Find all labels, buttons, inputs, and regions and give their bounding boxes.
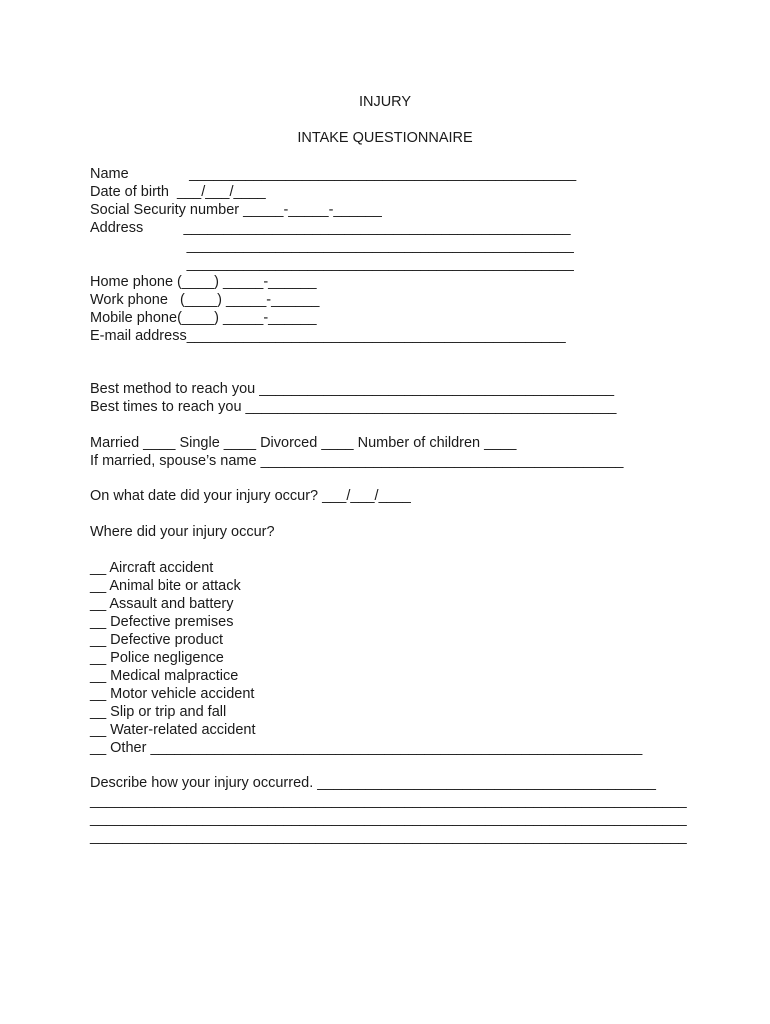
injury-description-line[interactable]: __________________________________________________________________________ bbox=[90, 811, 687, 827]
work-phone-field[interactable]: Work phone (____) _____-______ bbox=[90, 292, 320, 308]
injury-description-line[interactable]: __________________________________________________________________________ bbox=[90, 793, 687, 809]
document-title: INJURY bbox=[358, 94, 412, 110]
address-line-3-field[interactable]: ________________________________________________ bbox=[90, 256, 574, 272]
injury-option-defective-premises[interactable]: __ Defective premises bbox=[90, 614, 234, 630]
injury-option-aircraft[interactable]: __ Aircraft accident bbox=[90, 560, 214, 576]
email-field[interactable]: E-mail address_______________________________________________ bbox=[90, 328, 566, 344]
marital-status-field[interactable]: Married ____ Single ____ Divorced ____ Number of children ____ bbox=[90, 435, 517, 451]
name-field[interactable]: Name ________________________________________________ bbox=[90, 166, 577, 182]
injury-option-other[interactable]: __ Other _____________________________________________________________ bbox=[90, 740, 643, 756]
best-times-field[interactable]: Best times to reach you ______________________________________________ bbox=[90, 399, 617, 415]
document-subtitle: INTAKE QUESTIONNAIRE bbox=[297, 130, 473, 146]
injury-option-defective-product[interactable]: __ Defective product bbox=[90, 632, 223, 648]
injury-date-field[interactable]: On what date did your injury occur? ___/___/____ bbox=[90, 488, 411, 504]
address-field[interactable]: Address ________________________________________________ bbox=[90, 220, 571, 236]
injury-option-motor-vehicle[interactable]: __ Motor vehicle accident bbox=[90, 686, 255, 702]
injury-option-police-negligence[interactable]: __ Police negligence bbox=[90, 650, 224, 666]
spouse-name-field[interactable]: If married, spouse’s name _____________________________________________ bbox=[90, 453, 624, 469]
injury-option-medical-malpractice[interactable]: __ Medical malpractice bbox=[90, 668, 239, 684]
injury-option-slip-fall[interactable]: __ Slip or trip and fall bbox=[90, 704, 227, 720]
address-line-2-field[interactable]: ________________________________________________ bbox=[90, 238, 574, 254]
date-of-birth-field[interactable]: Date of birth ___/___/____ bbox=[90, 184, 266, 200]
injury-option-assault[interactable]: __ Assault and battery bbox=[90, 596, 234, 612]
injury-location-question: Where did your injury occur? bbox=[90, 524, 275, 540]
home-phone-field[interactable]: Home phone (____) _____-______ bbox=[90, 274, 317, 290]
mobile-phone-field[interactable]: Mobile phone(____) _____-______ bbox=[90, 310, 317, 326]
best-method-field[interactable]: Best method to reach you ____________________________________________ bbox=[90, 381, 615, 397]
injury-option-water-related[interactable]: __ Water-related accident bbox=[90, 722, 256, 738]
ssn-field[interactable]: Social Security number _____-_____-______ bbox=[90, 202, 382, 218]
injury-description-field[interactable]: Describe how your injury occurred. __________________________________________ bbox=[90, 775, 656, 791]
injury-option-animal-bite[interactable]: __ Animal bite or attack bbox=[90, 578, 241, 594]
injury-description-line[interactable]: __________________________________________________________________________ bbox=[90, 829, 687, 845]
